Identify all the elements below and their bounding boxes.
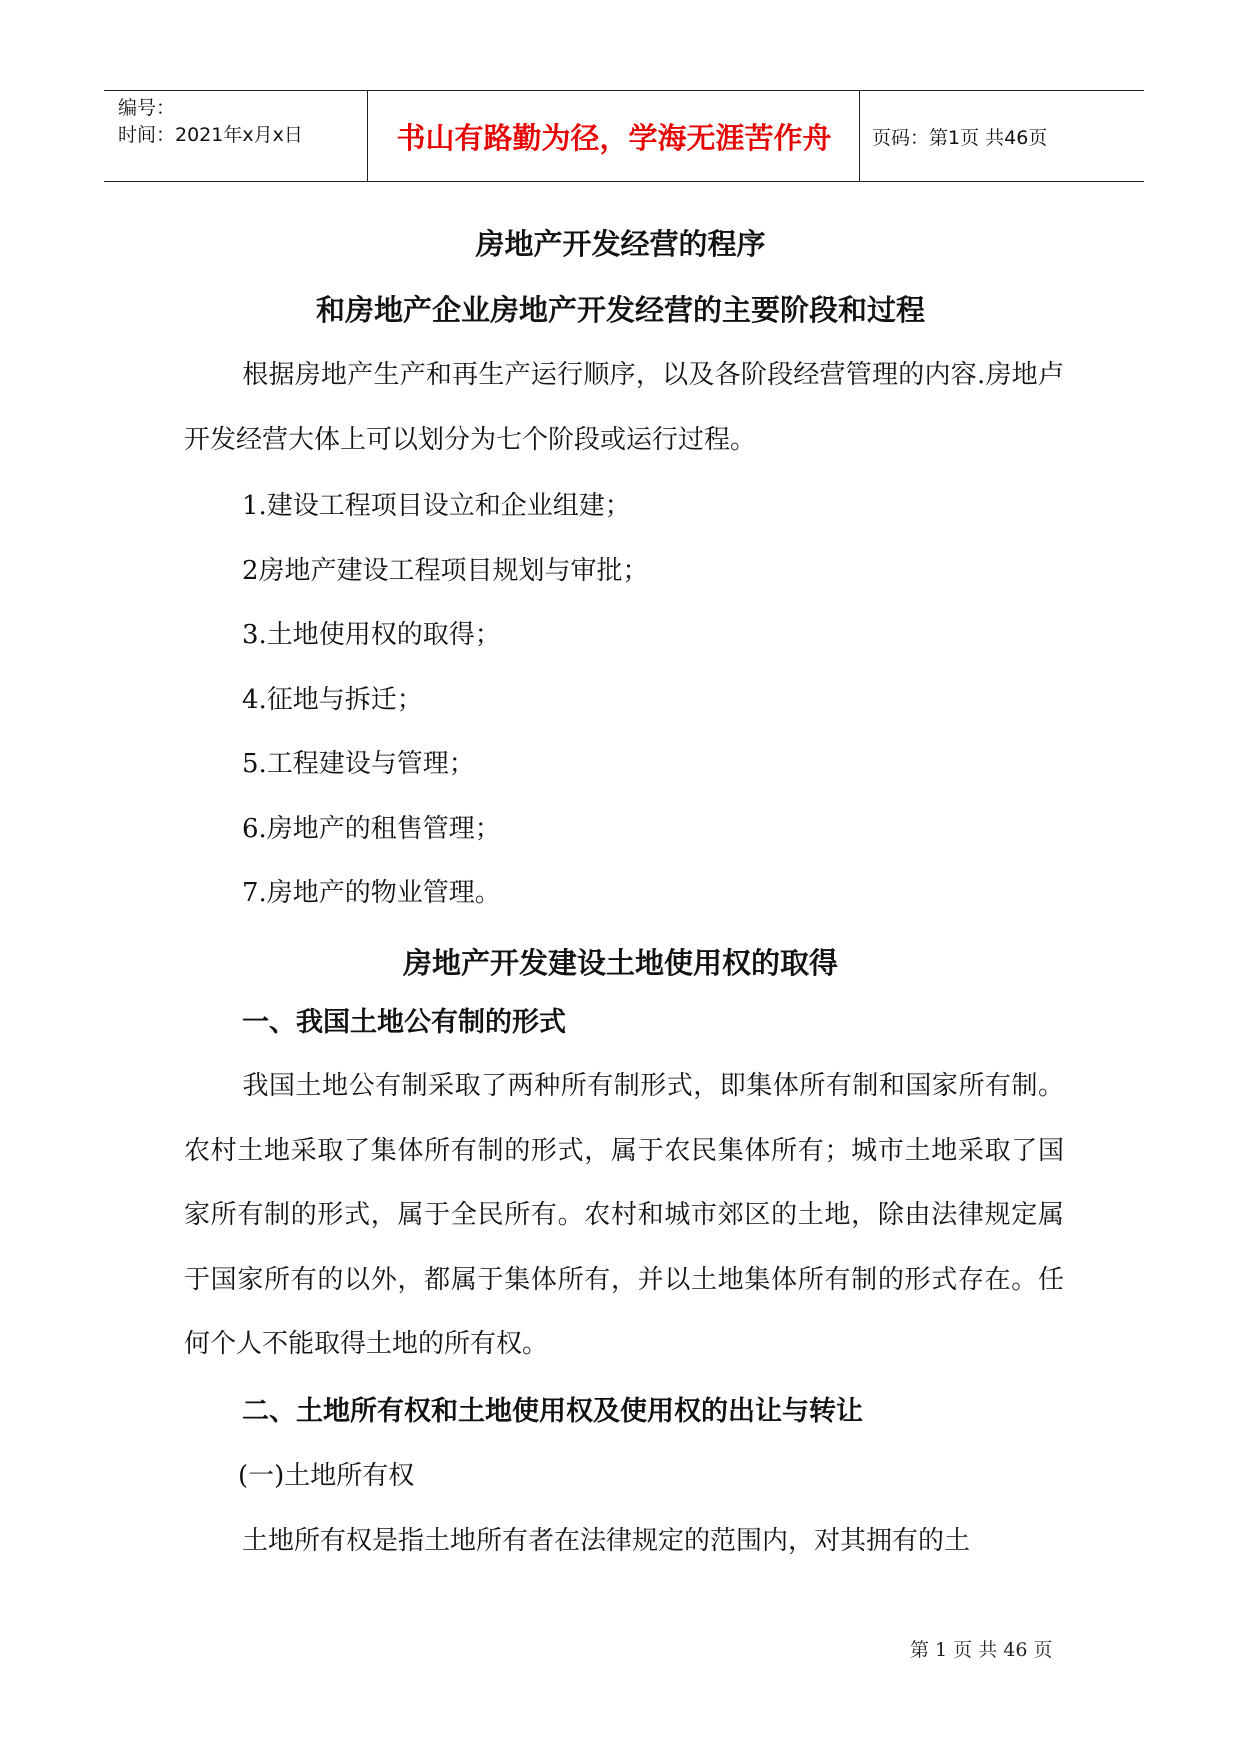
header-page-number: 页码：第1页 共46页 bbox=[872, 126, 1048, 149]
header-divider bbox=[367, 91, 368, 181]
header-meta bbox=[118, 95, 368, 149]
intro-text: 根据房地产生产和再生产运行顺序，以及各阶段经营管理的内容.房地卢开发经营大体上可以划分为七个阶段或运行过程。 bbox=[184, 360, 1064, 455]
document-time-label: 时间：2021年x月x日 bbox=[118, 124, 303, 146]
document-header bbox=[104, 90, 1144, 182]
stage-item: 3.土地使用权的取得； bbox=[242, 620, 501, 650]
section-heading-1: 一、我国土地公有制的形式 bbox=[242, 1007, 566, 1038]
stage-item: 5.工程建设与管理； bbox=[242, 749, 475, 779]
stage-item: 4.征地与拆迁； bbox=[242, 685, 423, 715]
stage-item: 7.房地产的物业管理。 bbox=[242, 878, 501, 908]
section-paragraph-1 bbox=[184, 1054, 1064, 1377]
stage-item: 1.建设工程项目设立和企业组建； bbox=[242, 491, 631, 521]
document-subtitle: 和房地产企业房地产开发经营的主要阶段和过程 bbox=[315, 293, 925, 327]
section-paragraph-1-text: 我国土地公有制采取了两种所有制形式，即集体所有制和国家所有制。农村土地采取了集体所有制的形式，属于农民集体所有；城市土地采取了国家所有制的形式，属于全民所有。农村和城市郊区的土地，除由法律规定属于国家所有的以外，都属于集体所有，并以土地集体所有制的形式存在。任何个人不能取得土地的所有权。 bbox=[184, 1071, 1064, 1359]
section-heading-2: 二、土地所有权和土地使用权及使用权的出让与转让 bbox=[242, 1396, 863, 1427]
section-title: 房地产开发建设土地使用权的取得 bbox=[402, 946, 838, 980]
subsection-heading: (一)土地所有权 bbox=[238, 1461, 415, 1491]
header-motto: 书山有路勤为径，学海无涯苦作舟 bbox=[396, 120, 832, 155]
intro-paragraph bbox=[184, 343, 1064, 472]
section-paragraph-2: 土地所有权是指土地所有者在法律规定的范围内，对其拥有的土 bbox=[242, 1526, 971, 1556]
page-footer: 第 1 页 共 46 页 bbox=[910, 1639, 1053, 1661]
document-title: 房地产开发经营的程序 bbox=[475, 227, 766, 261]
stage-item: 2房地产建设工程项目规划与审批； bbox=[242, 556, 649, 586]
stage-item: 6.房地产的租售管理； bbox=[242, 814, 501, 844]
header-divider bbox=[859, 91, 860, 181]
document-number-label: 编号： bbox=[118, 97, 176, 119]
